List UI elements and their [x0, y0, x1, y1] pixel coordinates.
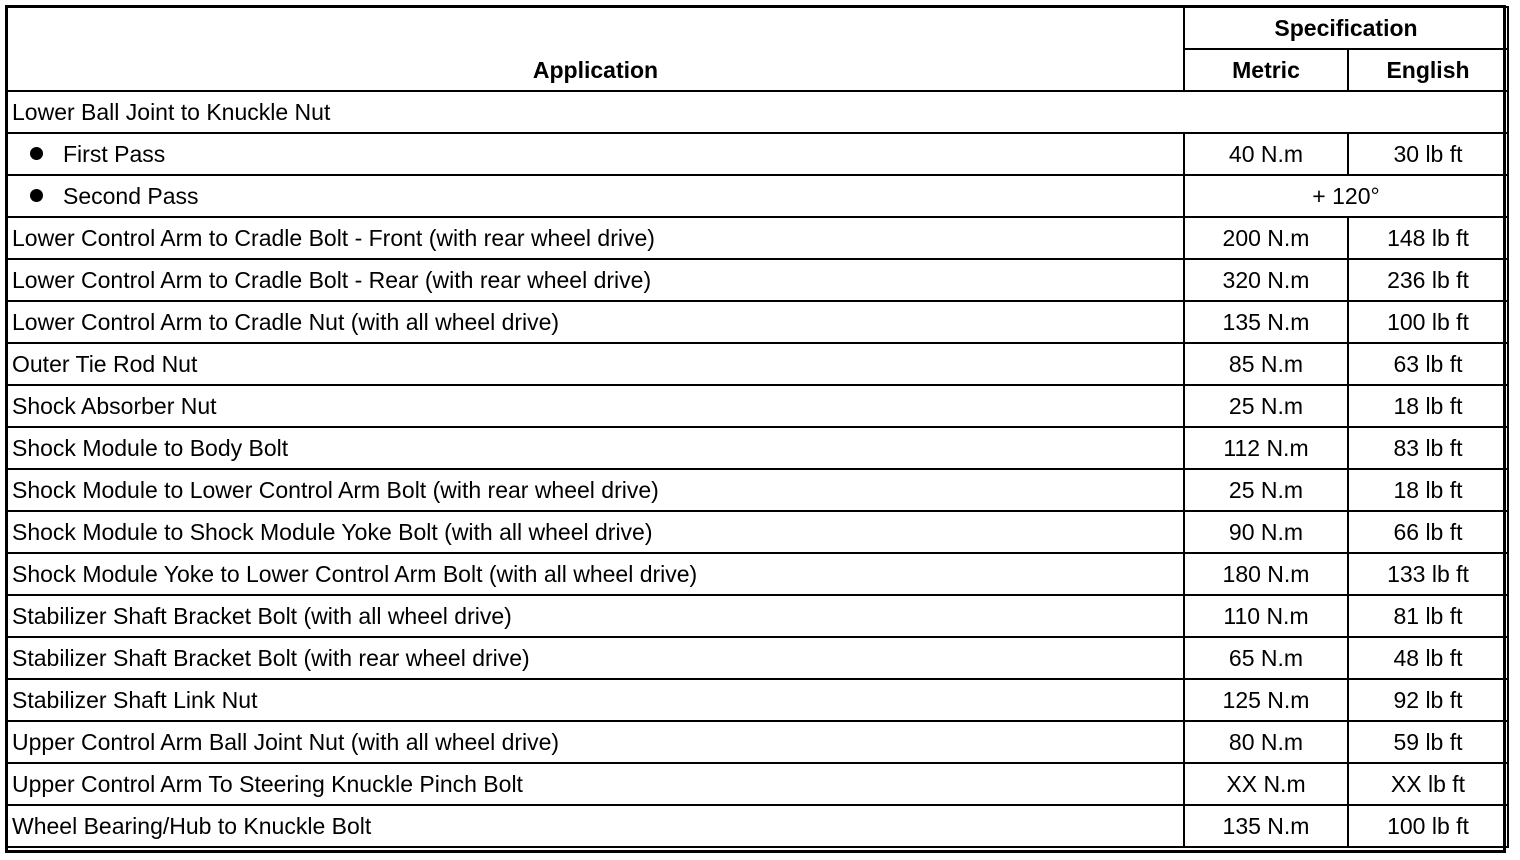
table-row [7, 595, 1508, 637]
application-text: First Pass [63, 141, 166, 167]
metric-cell: 112 N.m [1184, 427, 1348, 469]
table-row [7, 259, 1508, 301]
specification-header: Specification [1184, 7, 1508, 49]
table-row [7, 637, 1508, 679]
table-row [7, 175, 1508, 217]
metric-header: Metric [1184, 49, 1348, 91]
application-cell: Lower Ball Joint to Knuckle Nut [7, 91, 1508, 133]
table-row [7, 217, 1508, 259]
english-cell: 92 lb ft [1348, 679, 1508, 721]
application-cell: Shock Module to Lower Control Arm Bolt (with rear wheel drive) [7, 469, 1184, 511]
english-cell: 236 lb ft [1348, 259, 1508, 301]
table-row [7, 721, 1508, 763]
application-cell: Shock Module to Shock Module Yoke Bolt (with all wheel drive) [7, 511, 1184, 553]
metric-cell: 135 N.m [1184, 805, 1348, 847]
table-row [7, 763, 1508, 805]
english-cell: XX lb ft [1348, 763, 1508, 805]
bullet-icon [30, 147, 43, 160]
header-row-top [7, 7, 1508, 49]
metric-cell: 110 N.m [1184, 595, 1348, 637]
metric-cell: 320 N.m [1184, 259, 1348, 301]
fastener-specification-table [6, 6, 1509, 848]
table-row [7, 343, 1508, 385]
application-header: Application [7, 7, 1184, 91]
application-cell: Upper Control Arm Ball Joint Nut (with all wheel drive) [7, 721, 1184, 763]
english-cell: 30 lb ft [1348, 133, 1508, 175]
table-row [7, 553, 1508, 595]
application-cell: Shock Module Yoke to Lower Control Arm Bolt (with all wheel drive) [7, 553, 1184, 595]
table-row [7, 427, 1508, 469]
metric-cell: 85 N.m [1184, 343, 1348, 385]
application-text: Second Pass [63, 183, 199, 209]
table-row [7, 679, 1508, 721]
english-cell: 66 lb ft [1348, 511, 1508, 553]
english-cell: 81 lb ft [1348, 595, 1508, 637]
table-row [7, 301, 1508, 343]
table-row [7, 133, 1508, 175]
table-row [7, 511, 1508, 553]
application-cell: Stabilizer Shaft Link Nut [7, 679, 1184, 721]
english-cell: 18 lb ft [1348, 469, 1508, 511]
metric-cell: 25 N.m [1184, 385, 1348, 427]
english-cell: 63 lb ft [1348, 343, 1508, 385]
application-cell: Stabilizer Shaft Bracket Bolt (with all wheel drive) [7, 595, 1184, 637]
english-cell: 100 lb ft [1348, 301, 1508, 343]
metric-cell: 65 N.m [1184, 637, 1348, 679]
table-row [7, 91, 1508, 133]
application-cell: Lower Control Arm to Cradle Nut (with all wheel drive) [7, 301, 1184, 343]
application-cell: Lower Control Arm to Cradle Bolt - Rear (with rear wheel drive) [7, 259, 1184, 301]
application-cell: Lower Control Arm to Cradle Bolt - Front (with rear wheel drive) [7, 217, 1184, 259]
metric-cell: 135 N.m [1184, 301, 1348, 343]
application-cell [7, 175, 1184, 217]
specification-cell: + 120° [1184, 175, 1508, 217]
table-row [7, 469, 1508, 511]
english-cell: 59 lb ft [1348, 721, 1508, 763]
application-cell: Wheel Bearing/Hub to Knuckle Bolt [7, 805, 1184, 847]
metric-cell: 80 N.m [1184, 721, 1348, 763]
english-cell: 148 lb ft [1348, 217, 1508, 259]
metric-cell: 125 N.m [1184, 679, 1348, 721]
application-cell: Shock Module to Body Bolt [7, 427, 1184, 469]
application-cell: Upper Control Arm To Steering Knuckle Pinch Bolt [7, 763, 1184, 805]
application-cell: Outer Tie Rod Nut [7, 343, 1184, 385]
bullet-icon [30, 189, 43, 202]
metric-cell: 200 N.m [1184, 217, 1348, 259]
metric-cell: 25 N.m [1184, 469, 1348, 511]
english-cell: 48 lb ft [1348, 637, 1508, 679]
metric-cell: 180 N.m [1184, 553, 1348, 595]
english-cell: 100 lb ft [1348, 805, 1508, 847]
application-cell [7, 133, 1184, 175]
english-cell: 83 lb ft [1348, 427, 1508, 469]
application-cell: Shock Absorber Nut [7, 385, 1184, 427]
english-header: English [1348, 49, 1508, 91]
metric-cell: 90 N.m [1184, 511, 1348, 553]
english-cell: 18 lb ft [1348, 385, 1508, 427]
application-cell: Stabilizer Shaft Bracket Bolt (with rear wheel drive) [7, 637, 1184, 679]
metric-cell: XX N.m [1184, 763, 1348, 805]
english-cell: 133 lb ft [1348, 553, 1508, 595]
table-row [7, 805, 1508, 847]
table-row [7, 385, 1508, 427]
metric-cell: 40 N.m [1184, 133, 1348, 175]
